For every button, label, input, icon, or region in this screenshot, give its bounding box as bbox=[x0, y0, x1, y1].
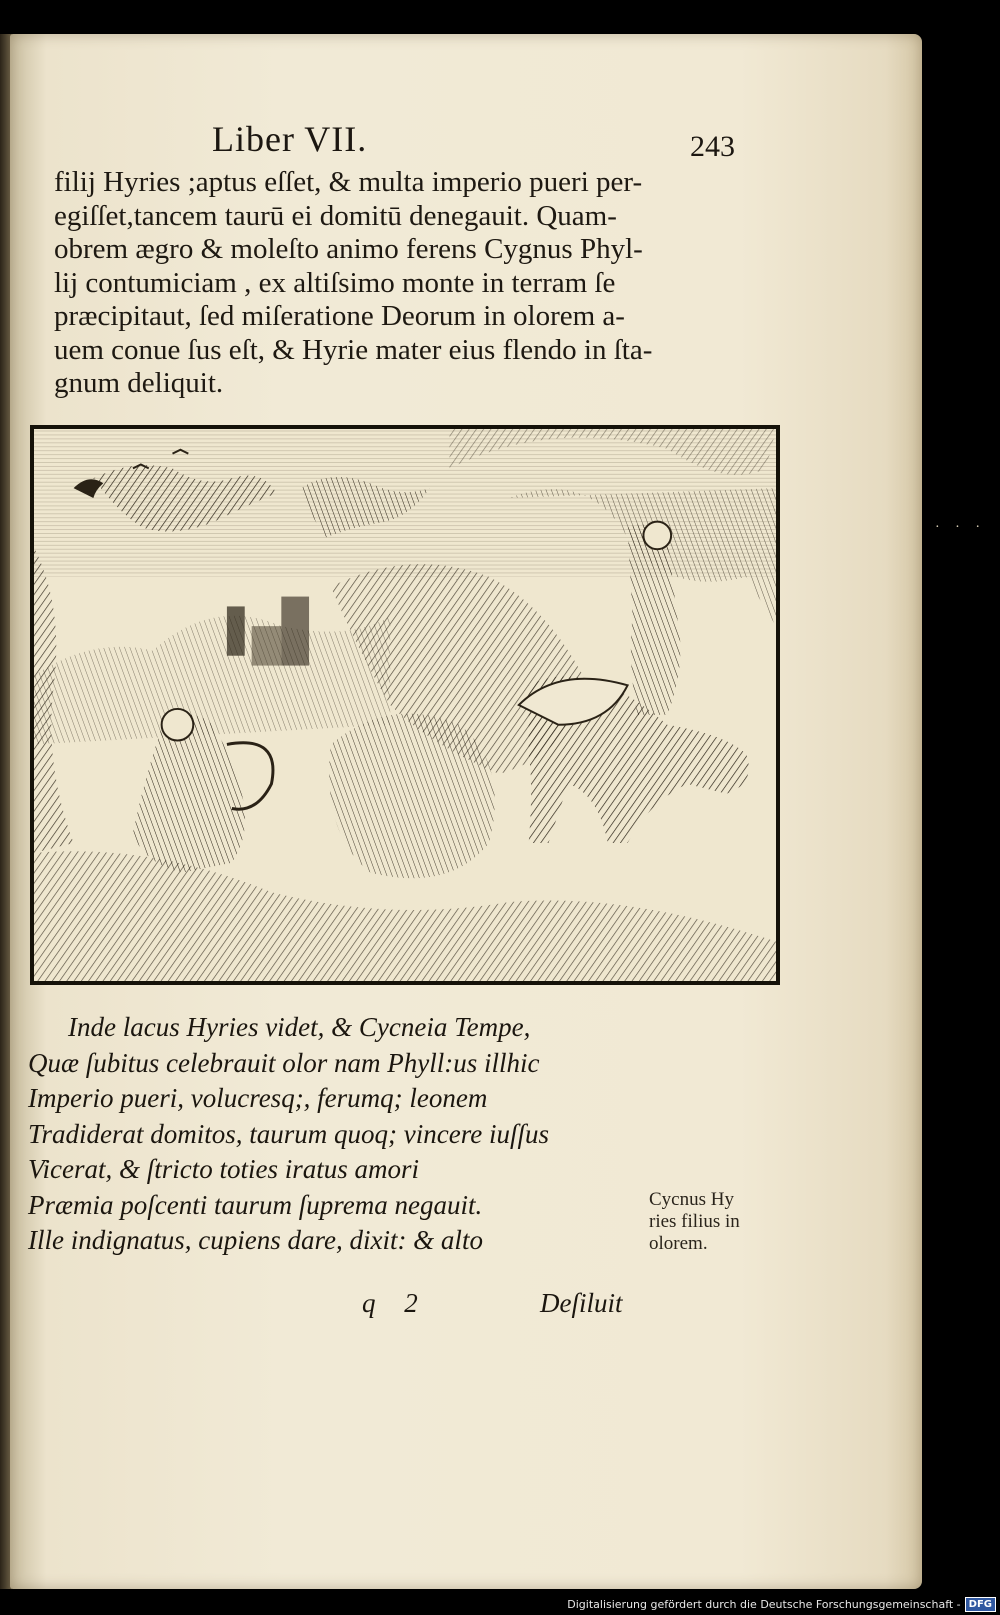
verse-line: Quæ ſubitus celebrauit olor nam Phyll:us illhic bbox=[28, 1047, 540, 1078]
prose-line: lij contumiciam , ex altiſsimo monte in terram ſe bbox=[54, 266, 616, 299]
page-number: 243 bbox=[690, 130, 735, 163]
verse-line: Tradiderat domitos, taurum quoq; vincere iuſſus bbox=[28, 1118, 549, 1149]
verse-line: Ille indignatus, cupiens dare, dixit: & alto bbox=[28, 1225, 483, 1255]
prose-line: præcipitaut, ſed miſeratione Deorum in olorem a- bbox=[54, 300, 625, 332]
prose-line: uem conue ſus eſt, & Hyrie mater eius flendo in ſta- bbox=[54, 333, 653, 366]
page-header bbox=[0, 118, 1000, 168]
prose-paragraph bbox=[54, 166, 766, 401]
verse-line: Imperio pueri, volucresq;, ferumq; leonem bbox=[28, 1083, 488, 1113]
woodcut-drawing bbox=[34, 429, 776, 981]
prose-line: obrem ægro & moleſto animo ferens Cygnus Phyl- bbox=[54, 233, 643, 265]
dfg-logo-icon: DFG bbox=[965, 1597, 996, 1612]
marginal-note-line: ries filius in bbox=[649, 1211, 740, 1232]
catchword: Deſiluit bbox=[540, 1288, 623, 1318]
verse-line: Præmia poſcenti taurum ſuprema negauit. bbox=[28, 1189, 483, 1220]
verse-passage bbox=[28, 1010, 648, 1259]
prose-line: filij Hyries ;aptus eſſet, & multa imperio pueri per- bbox=[54, 166, 643, 198]
digitization-notice-text: Digitalisierung gefördert durch die Deutsche Forschungsgemeinschaft - bbox=[567, 1597, 961, 1611]
next-page-edge-marks: · · · bbox=[935, 520, 986, 535]
woodcut-illustration bbox=[30, 425, 780, 985]
marginal-note bbox=[649, 1189, 799, 1255]
prose-line: egiſſet,tancem taurū ei domitū denegauit. Quam- bbox=[54, 199, 617, 232]
verse-line: Inde lacus Hyries videt, & Cycneia Tempe, bbox=[68, 1012, 531, 1042]
page-footer bbox=[0, 1288, 1000, 1328]
prose-line: gnum deliquit. bbox=[54, 367, 224, 399]
signature-mark: q 2 bbox=[362, 1288, 418, 1318]
running-head: Liber VII. bbox=[212, 119, 368, 159]
marginal-note-line: Cycnus Hy bbox=[649, 1189, 734, 1210]
digitization-notice bbox=[567, 1595, 996, 1613]
verse-line: Vicerat, & ſtricto toties iratus amori bbox=[28, 1154, 419, 1184]
marginal-note-line: olorem. bbox=[649, 1233, 708, 1254]
